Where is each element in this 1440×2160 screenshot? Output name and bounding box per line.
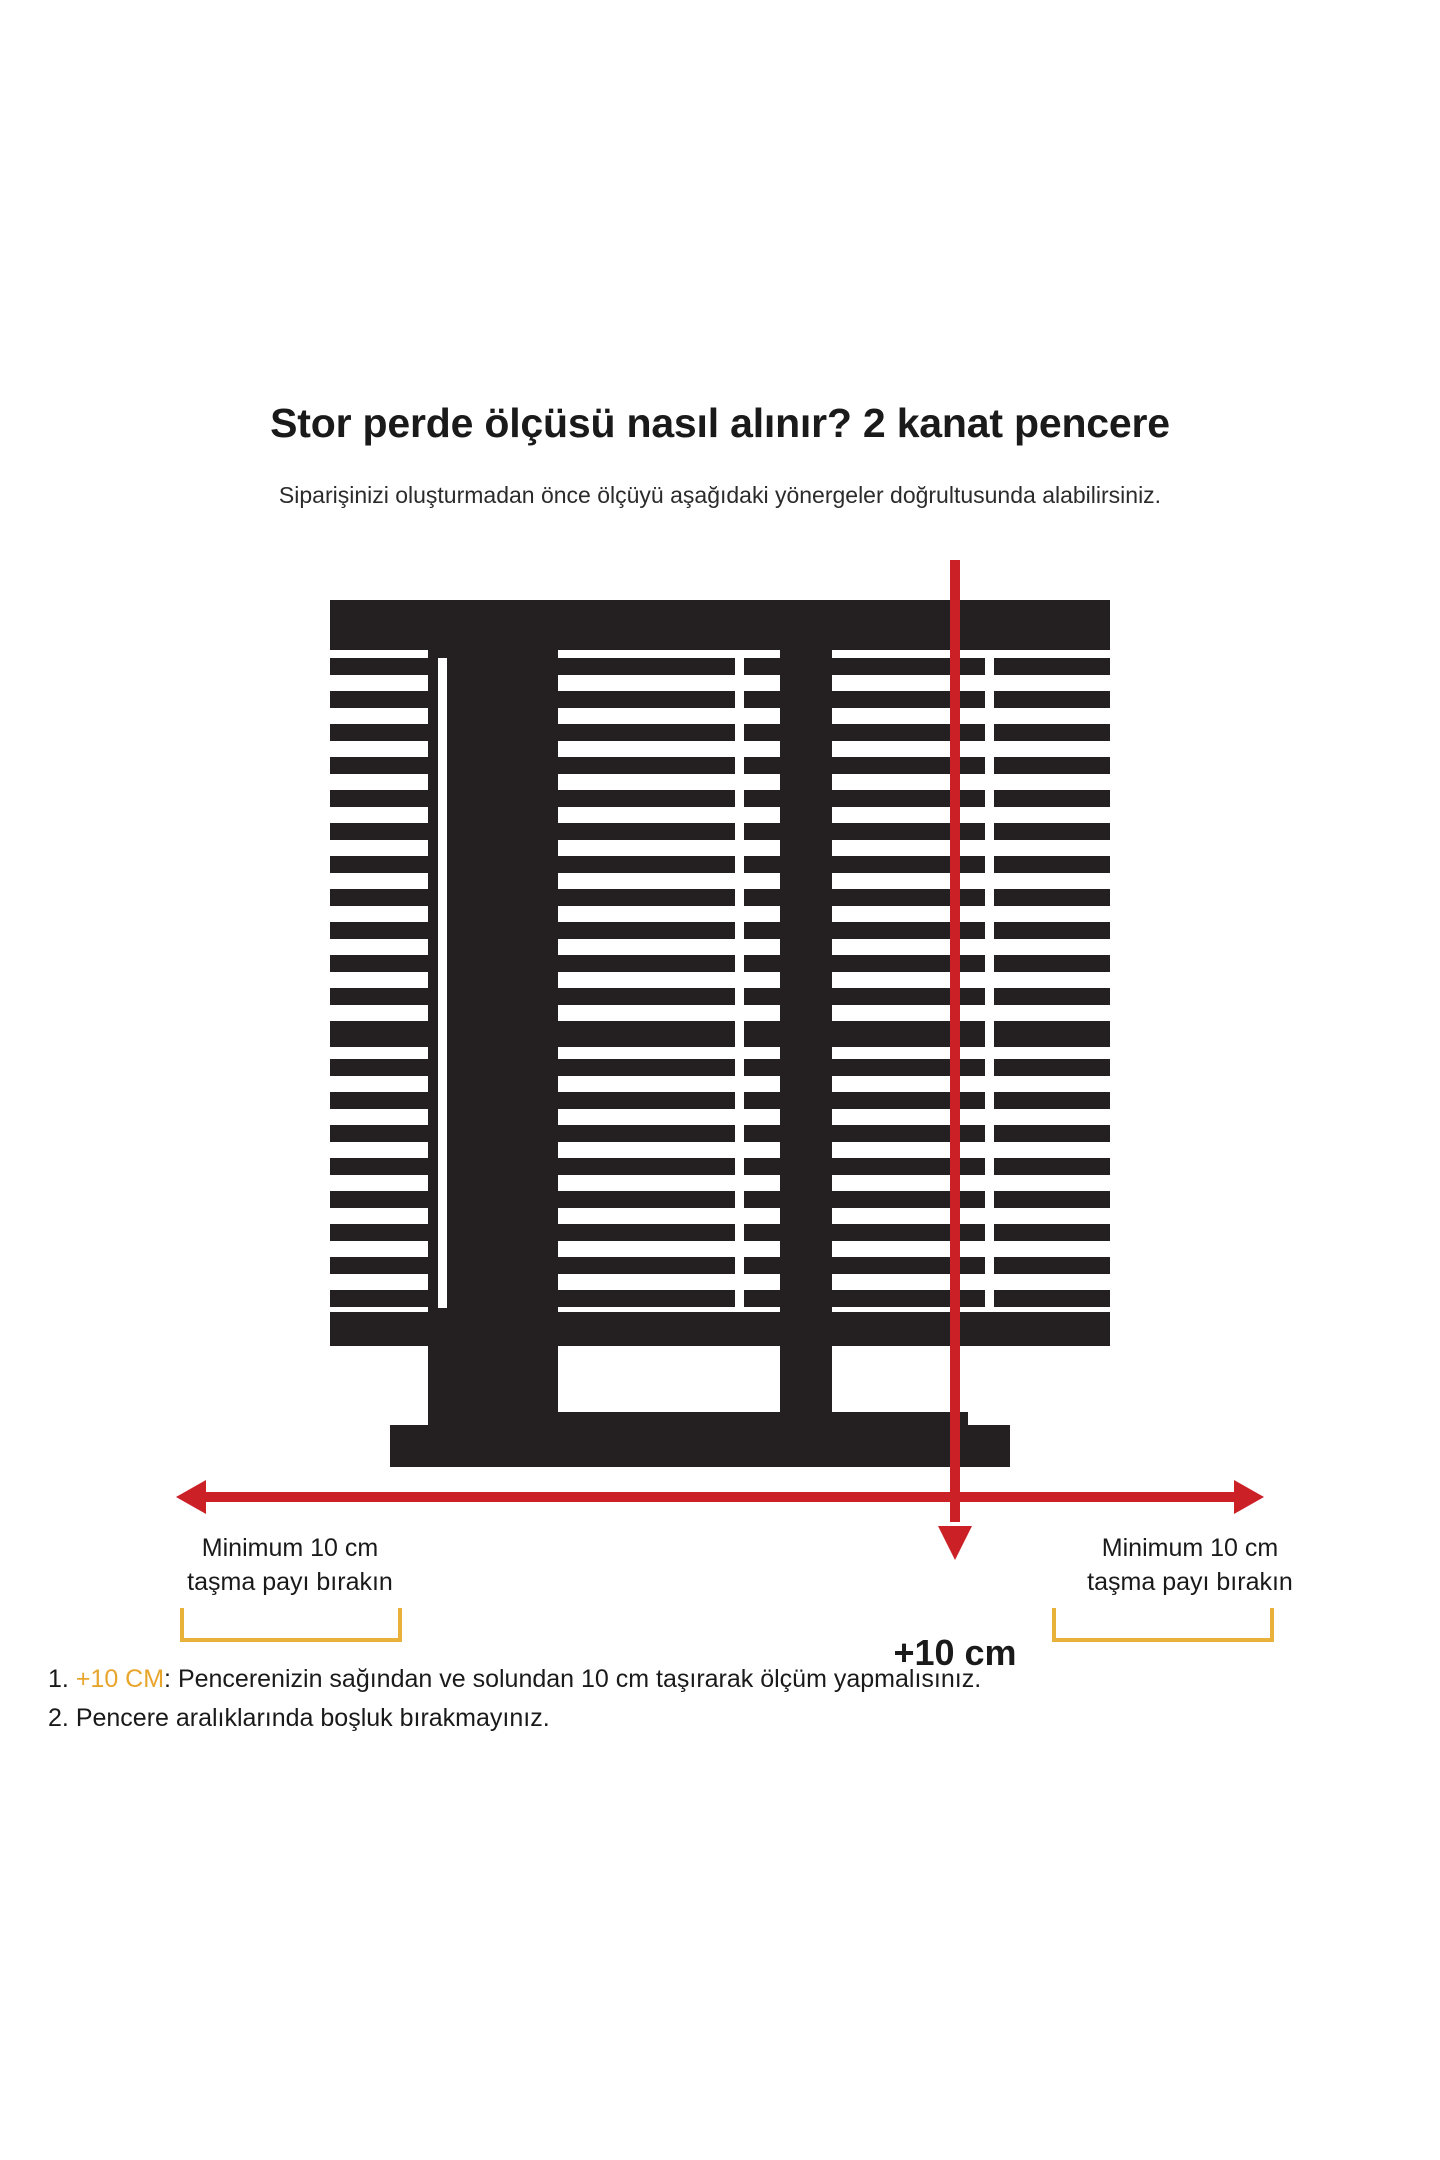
blind-bottom-rail: [330, 1312, 1110, 1346]
note-item-2: [48, 1699, 1408, 1738]
measurement-diagram: [0, 560, 1440, 1673]
blind-tassel: [470, 1300, 477, 1322]
right-overhang-label: [1040, 1532, 1340, 1600]
note-1-text: : Pencerenizin sağından ve solundan 10 cm taşırarak ölçüm yapmalısınız.: [164, 1665, 982, 1693]
arrow-bar: [950, 560, 960, 1522]
arrow-head-right: [1234, 1480, 1264, 1514]
right-overhang-label-line2: taşma payı bırakın: [1087, 1567, 1293, 1596]
left-overhang-label-line2: taşma payı bırakın: [187, 1567, 393, 1596]
left-overhang-label: [140, 1532, 440, 1600]
window-sill: [390, 1425, 1010, 1467]
blind-tassel: [818, 1300, 825, 1322]
note-1-number: 1.: [48, 1665, 69, 1693]
blind-ladder-cord: [438, 658, 447, 1308]
note-2-text: Pencere aralıklarında boşluk bırakmayınız.: [75, 1703, 550, 1732]
window-and-blind-illustration: [320, 600, 1120, 1520]
width-arrow-icon: [176, 1480, 1264, 1514]
blind-ladder-cord: [735, 658, 744, 1308]
note-1-highlight: +10 CM: [75, 1665, 165, 1693]
arrow-head-down: [938, 1526, 972, 1560]
bottom-overhang-label: +10 cm: [893, 1632, 1017, 1673]
blind-slats: [330, 658, 1110, 1308]
note-item-1: [48, 1660, 1408, 1699]
drop-arrow-icon: [938, 560, 972, 1560]
blind-ladder-cord: [985, 658, 994, 1308]
left-overhang-label-line1: Minimum 10 cm: [201, 1534, 379, 1562]
blind-headrail: [330, 600, 1110, 650]
blind-tassel: [516, 1300, 523, 1322]
page-title: Stor perde ölçüsü nasıl alınır? 2 kanat pencere: [270, 400, 1170, 446]
right-overhang-label-line1: Minimum 10 cm: [1101, 1534, 1279, 1562]
note-2-number: 2.: [48, 1703, 69, 1732]
left-overhang-bracket: [180, 1608, 402, 1642]
page-subtitle: Siparişinizi oluşturmadan önce ölçüyü aşağıdaki yönergeler doğrultusunda alabilirsiniz.: [278, 482, 1162, 508]
instruction-notes: [48, 1660, 1408, 1738]
arrow-bar: [200, 1492, 1240, 1502]
